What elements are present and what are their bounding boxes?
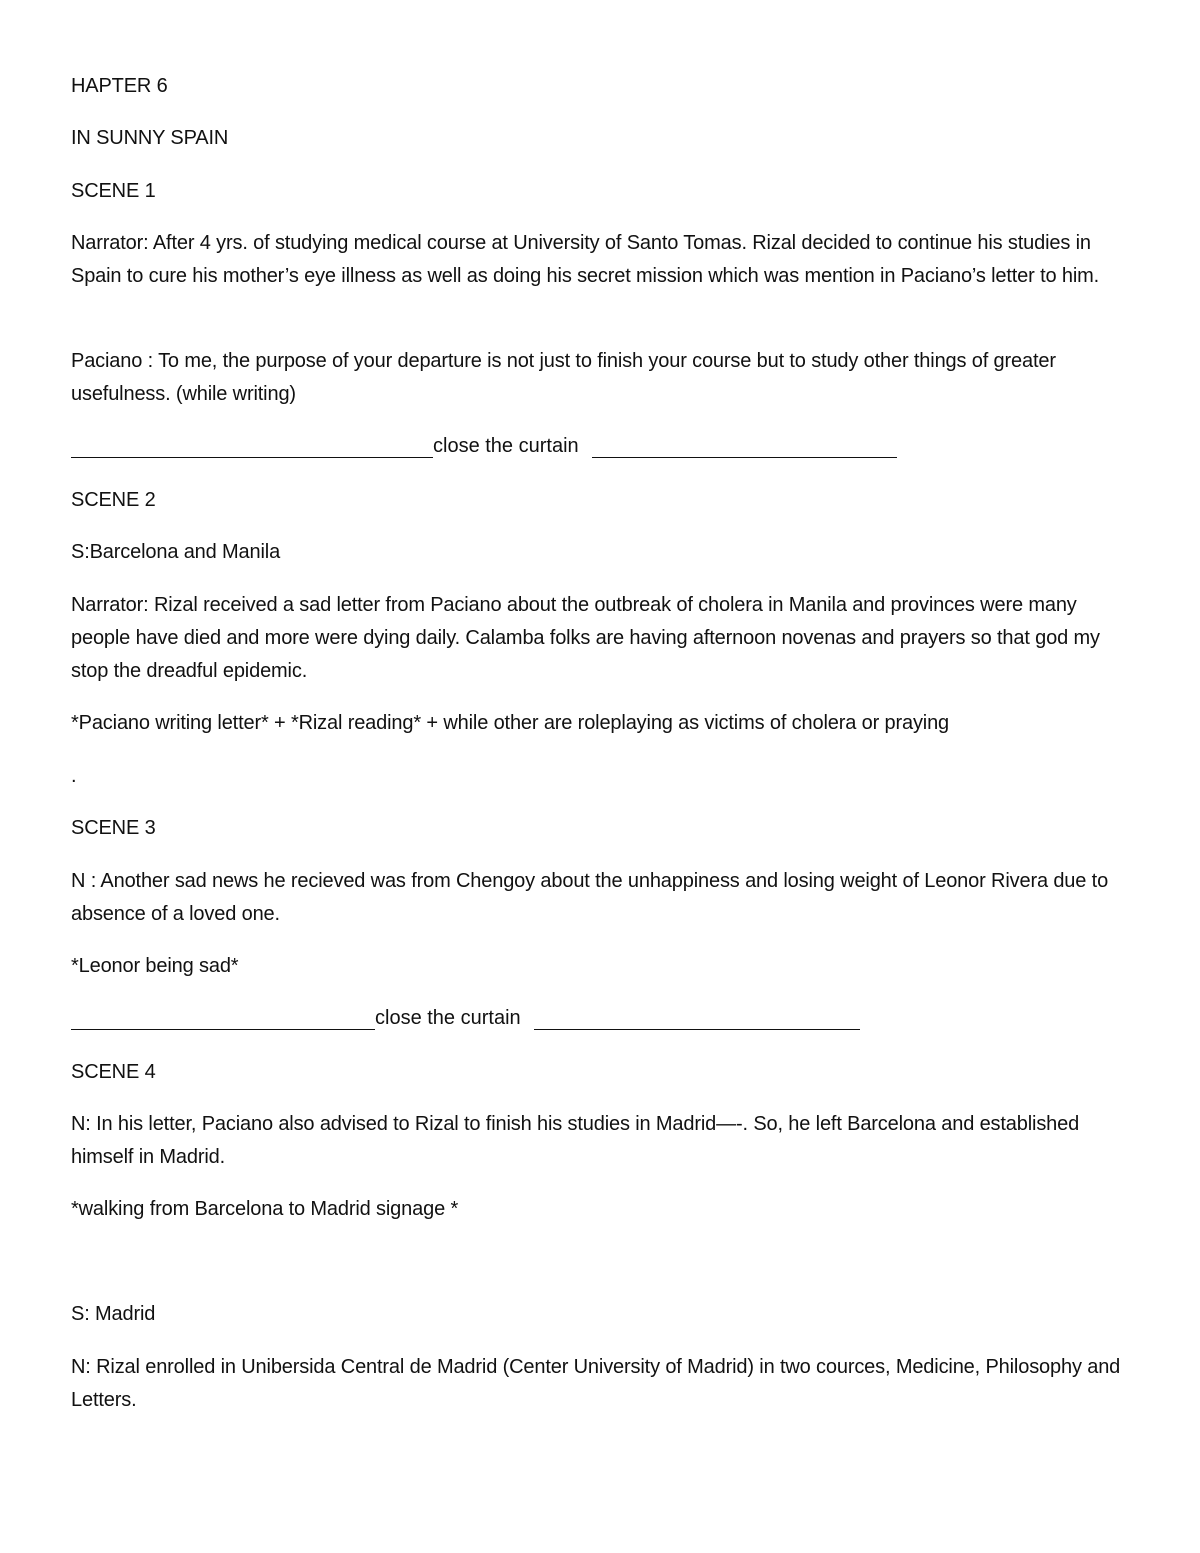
- scene-1-paciano-line: Paciano : To me, the purpose of your departure is not just to finish your course but to study other things of greater usefulness. (while writing): [71, 350, 1056, 405]
- scene-2-setting: S:Barcelona and Manila: [71, 541, 281, 563]
- scene-2-narrator-line: Narrator: Rizal received a sad letter from Paciano about the outbreak of cholera in Manila and provinces were many people have died and more were dying daily. Calamba folks are having afternoon novenas and prayers so that god my stop the dreadful epidemic.: [71, 594, 1100, 682]
- scene-2-stage-direction: *Paciano writing letter* + *Rizal reading* + while other are roleplaying as victims of cholera or praying: [71, 712, 950, 734]
- chapter-heading: HAPTER 6: [71, 75, 168, 97]
- scene-1-narrator-line: Narrator: After 4 yrs. of studying medical course at University of Santo Tomas. Rizal decided to continue his studies in Spain to cure his mother’s eye illness as well as doing his secret mission which was mention in Paciano’s letter to him.: [71, 232, 1100, 287]
- scene-1-curtain-divider: [71, 430, 1131, 463]
- divider-rule-right: [592, 457, 897, 458]
- scene-4-narrator-line: N: In his letter, Paciano also advised to Rizal to finish his studies in Madrid—-. So, he left Barcelona and established himself in Madrid.: [71, 1113, 1080, 1168]
- scene-4-heading: SCENE 4: [71, 1061, 156, 1083]
- scene-2-heading: SCENE 2: [71, 489, 156, 511]
- scene-3-heading: SCENE 3: [71, 817, 156, 839]
- scene-3-narrator-line: N : Another sad news he recieved was from Chengoy about the unhappiness and losing weight of Leonor Rivera due to absence of a loved one.: [71, 870, 1109, 925]
- curtain-note: close the curtain: [375, 1007, 521, 1029]
- scene-2-dot: .: [71, 765, 77, 787]
- chapter-title: IN SUNNY SPAIN: [71, 127, 229, 149]
- scene-3-curtain-divider: [71, 1002, 1131, 1035]
- curtain-note: close the curtain: [433, 435, 579, 457]
- divider-rule-left: [71, 1029, 375, 1030]
- divider-rule-left: [71, 457, 433, 458]
- scene-4-narrator-line-2: N: Rizal enrolled in Unibersida Central de Madrid (Center University of Madrid) in two cources, Medicine, Philosophy and Letters.: [71, 1356, 1121, 1411]
- scene-4-setting: S: Madrid: [71, 1303, 156, 1325]
- scene-3-stage-direction: *Leonor being sad*: [71, 955, 239, 977]
- scene-1-heading: SCENE 1: [71, 180, 156, 202]
- divider-rule-right: [534, 1029, 860, 1030]
- scene-4-stage-direction: *walking from Barcelona to Madrid signage *: [71, 1198, 459, 1220]
